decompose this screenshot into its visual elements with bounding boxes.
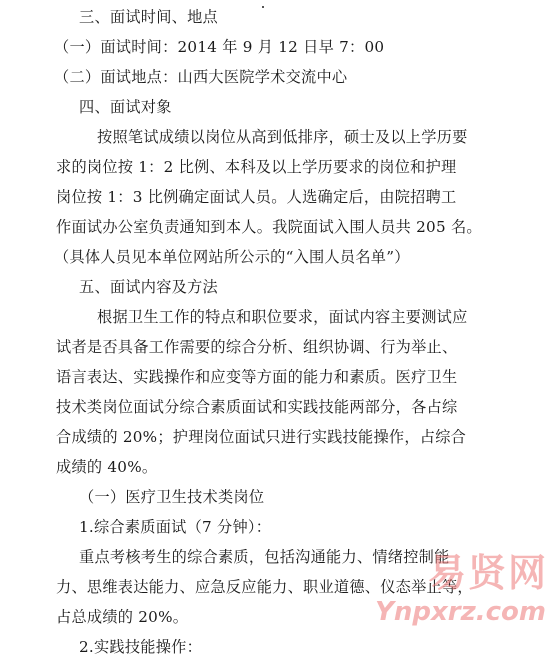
heading-interview-content: 五、面试内容及方法 xyxy=(79,278,218,296)
paragraph-line: 求的岗位按 1：2 比例、本科及以上学历要求的岗位和护理 xyxy=(56,158,457,176)
paragraph-line: 根据卫生工作的特点和职位要求，面试内容主要测试应 xyxy=(97,308,468,326)
paragraph-line: 重点考核考生的综合素质，包括沟通能力、情绪控制能 xyxy=(79,548,450,566)
paragraph-line: 合成绩的 20%；护理岗位面试只进行实践技能操作，占综合 xyxy=(56,428,467,446)
paragraph-line: 占总成绩的 20%。 xyxy=(56,608,189,626)
paragraph-line: 试者是否具备工作需要的综合分析、组织协调、行为举止、 xyxy=(56,338,458,356)
heading-interview-time-place: 三、面试时间、地点 xyxy=(79,8,218,26)
paragraph-line: 语言表达、实践操作和应变等方面的能力和素质。医疗卫生 xyxy=(56,368,458,386)
site-watermark xyxy=(375,551,550,635)
watermark-cn-text: 易贤网 xyxy=(427,551,548,595)
paragraph-line: 成绩的 40%。 xyxy=(56,458,158,476)
interview-time-line: （一）面试时间：2014 年 9 月 12 日早 7：00 xyxy=(54,38,385,56)
paragraph-line: 岗位按 1：3 比例确定面试人员。人选确定后，由院招聘工 xyxy=(56,188,457,206)
paragraph-line: （具体人员见本单位网站所公示的“入围人员名单”） xyxy=(54,248,410,266)
paragraph-line: 作面试办公室负责通知到本人。我院面试入围人员共 205 名。 xyxy=(56,218,482,236)
paragraph-line: 力、思维表达能力、应急反应能力、职业道德、仪态举止等， xyxy=(56,578,473,596)
item-comprehensive-interview: 1.综合素质面试（7 分钟）： xyxy=(79,518,272,536)
paragraph-line: 技术类岗位面试分综合素质面试和实践技能两部分，各占综 xyxy=(56,398,458,416)
heading-interview-targets: 四、面试对象 xyxy=(79,98,172,116)
paragraph-line: 按照笔试成绩以岗位从高到低排序，硕士及以上学历要 xyxy=(97,128,468,146)
item-practical-skills: 2.实践技能操作： xyxy=(79,638,203,656)
subheading-medical-tech-posts: （一）医疗卫生技术类岗位 xyxy=(79,488,265,506)
watermark-en-text: Ynpxrz.com xyxy=(375,597,546,627)
interview-place-line: （二）面试地点：山西大医院学术交流中心 xyxy=(54,68,348,86)
scan-speck xyxy=(262,6,264,8)
